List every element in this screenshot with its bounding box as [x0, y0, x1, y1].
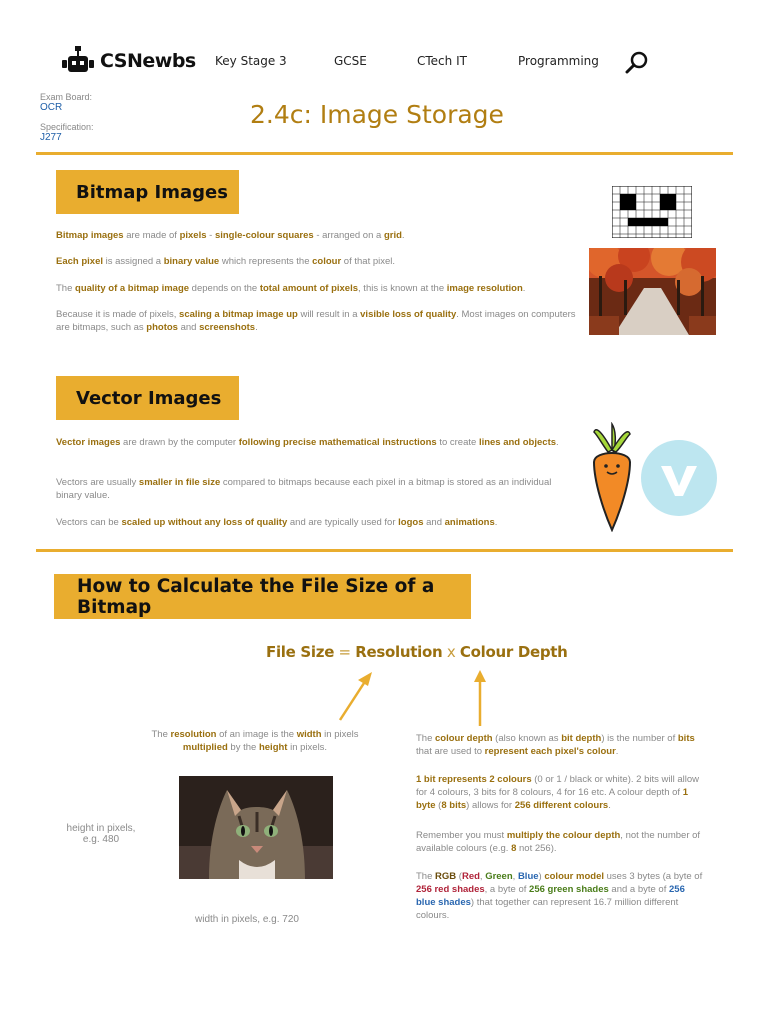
- spec-value[interactable]: J277: [40, 132, 62, 143]
- cat-photo: [179, 776, 333, 879]
- colour-depth-para-2: 1 bit represents 2 colours (0 or 1 / black or white). 2 bits will allow for 4 colours, 3 bits for 8 colours, 4 for 16 etc. A colour depth of 1 byte (8 bits) allows for 256 different colours.: [416, 774, 699, 811]
- exam-board: [40, 92, 92, 113]
- exam-board-label: Exam Board:: [40, 92, 93, 102]
- vector-heading: Vector Images: [56, 376, 239, 420]
- nav-ctech-it[interactable]: CTech IT: [417, 54, 467, 68]
- vector-para-3: Vectors can be scaled up without any loss of quality and are typically used for logos and animations.: [56, 517, 498, 528]
- width-caption: width in pixels, e.g. 720: [195, 914, 299, 925]
- page-title: 2.4c: Image Storage: [250, 100, 504, 129]
- autumn-park-photo: [589, 248, 716, 335]
- file-size-formula: File Size = Resolution x Colour Depth: [266, 643, 568, 661]
- bitmap-para-3: The quality of a bitmap image depends on the total amount of pixels, this is known at the image resolution.: [56, 283, 526, 294]
- pixel-grid-face-image: [612, 186, 692, 238]
- vector-v-logo: [641, 440, 717, 516]
- vector-para-1: Vector images are drawn by the computer following precise mathematical instructions to create lines and objects.: [56, 437, 559, 448]
- colour-depth-para-3: Remember you must multiply the colour depth, not the number of available colours (e.g. 8 not 256).: [416, 830, 701, 854]
- bitmap-para-1: Bitmap images are made of pixels - single-colour squares - arranged on a grid.: [56, 230, 405, 241]
- search-icon[interactable]: [624, 50, 650, 74]
- bitmap-para-2: Each pixel is assigned a binary value which represents the colour of that pixel.: [56, 256, 396, 267]
- divider: [36, 152, 733, 155]
- specification: [40, 122, 94, 143]
- divider: [36, 549, 733, 552]
- colour-depth-para-1: The colour depth (also known as bit depth) is the number of bits that are used to represent each pixel's colour.: [416, 733, 695, 757]
- carrot-vector-image: [588, 422, 636, 532]
- colour-depth-para-4: The RGB (Red, Green, Blue) colour model uses 3 bytes (a byte of 256 red shades, a byte of 256 green shades and a byte of 256 blue shades) that together can represent 16.7 million different colours.: [416, 871, 703, 921]
- robot-icon: [60, 45, 96, 77]
- exam-board-value[interactable]: OCR: [40, 102, 63, 113]
- brand-name: CSNewbs: [100, 50, 196, 72]
- nav-programming[interactable]: Programming: [518, 54, 599, 68]
- vector-para-2: Vectors are usually smaller in file size compared to bitmaps because each pixel in a bitmap is stored as an individual binary value.: [56, 477, 552, 501]
- nav-key-stage-3[interactable]: Key Stage 3: [215, 54, 287, 68]
- formula-arrows: [330, 668, 500, 730]
- resolution-explanation: The resolution of an image is the width in pixels multiplied by the height in pixels.: [151, 729, 359, 753]
- calc-heading: How to Calculate the File Size of a Bitmap: [54, 574, 471, 619]
- nav-gcse[interactable]: GCSE: [334, 54, 367, 68]
- site-logo[interactable]: [60, 44, 196, 78]
- bitmap-para-4: Because it is made of pixels, scaling a bitmap image up will result in a visible loss of quality. Most images on computers are bitmaps, such as photos and screenshots.: [56, 309, 576, 333]
- bitmap-heading: Bitmap Images: [56, 170, 239, 214]
- spec-label: Specification:: [40, 122, 94, 132]
- height-caption: height in pixels, e.g. 480: [66, 823, 136, 845]
